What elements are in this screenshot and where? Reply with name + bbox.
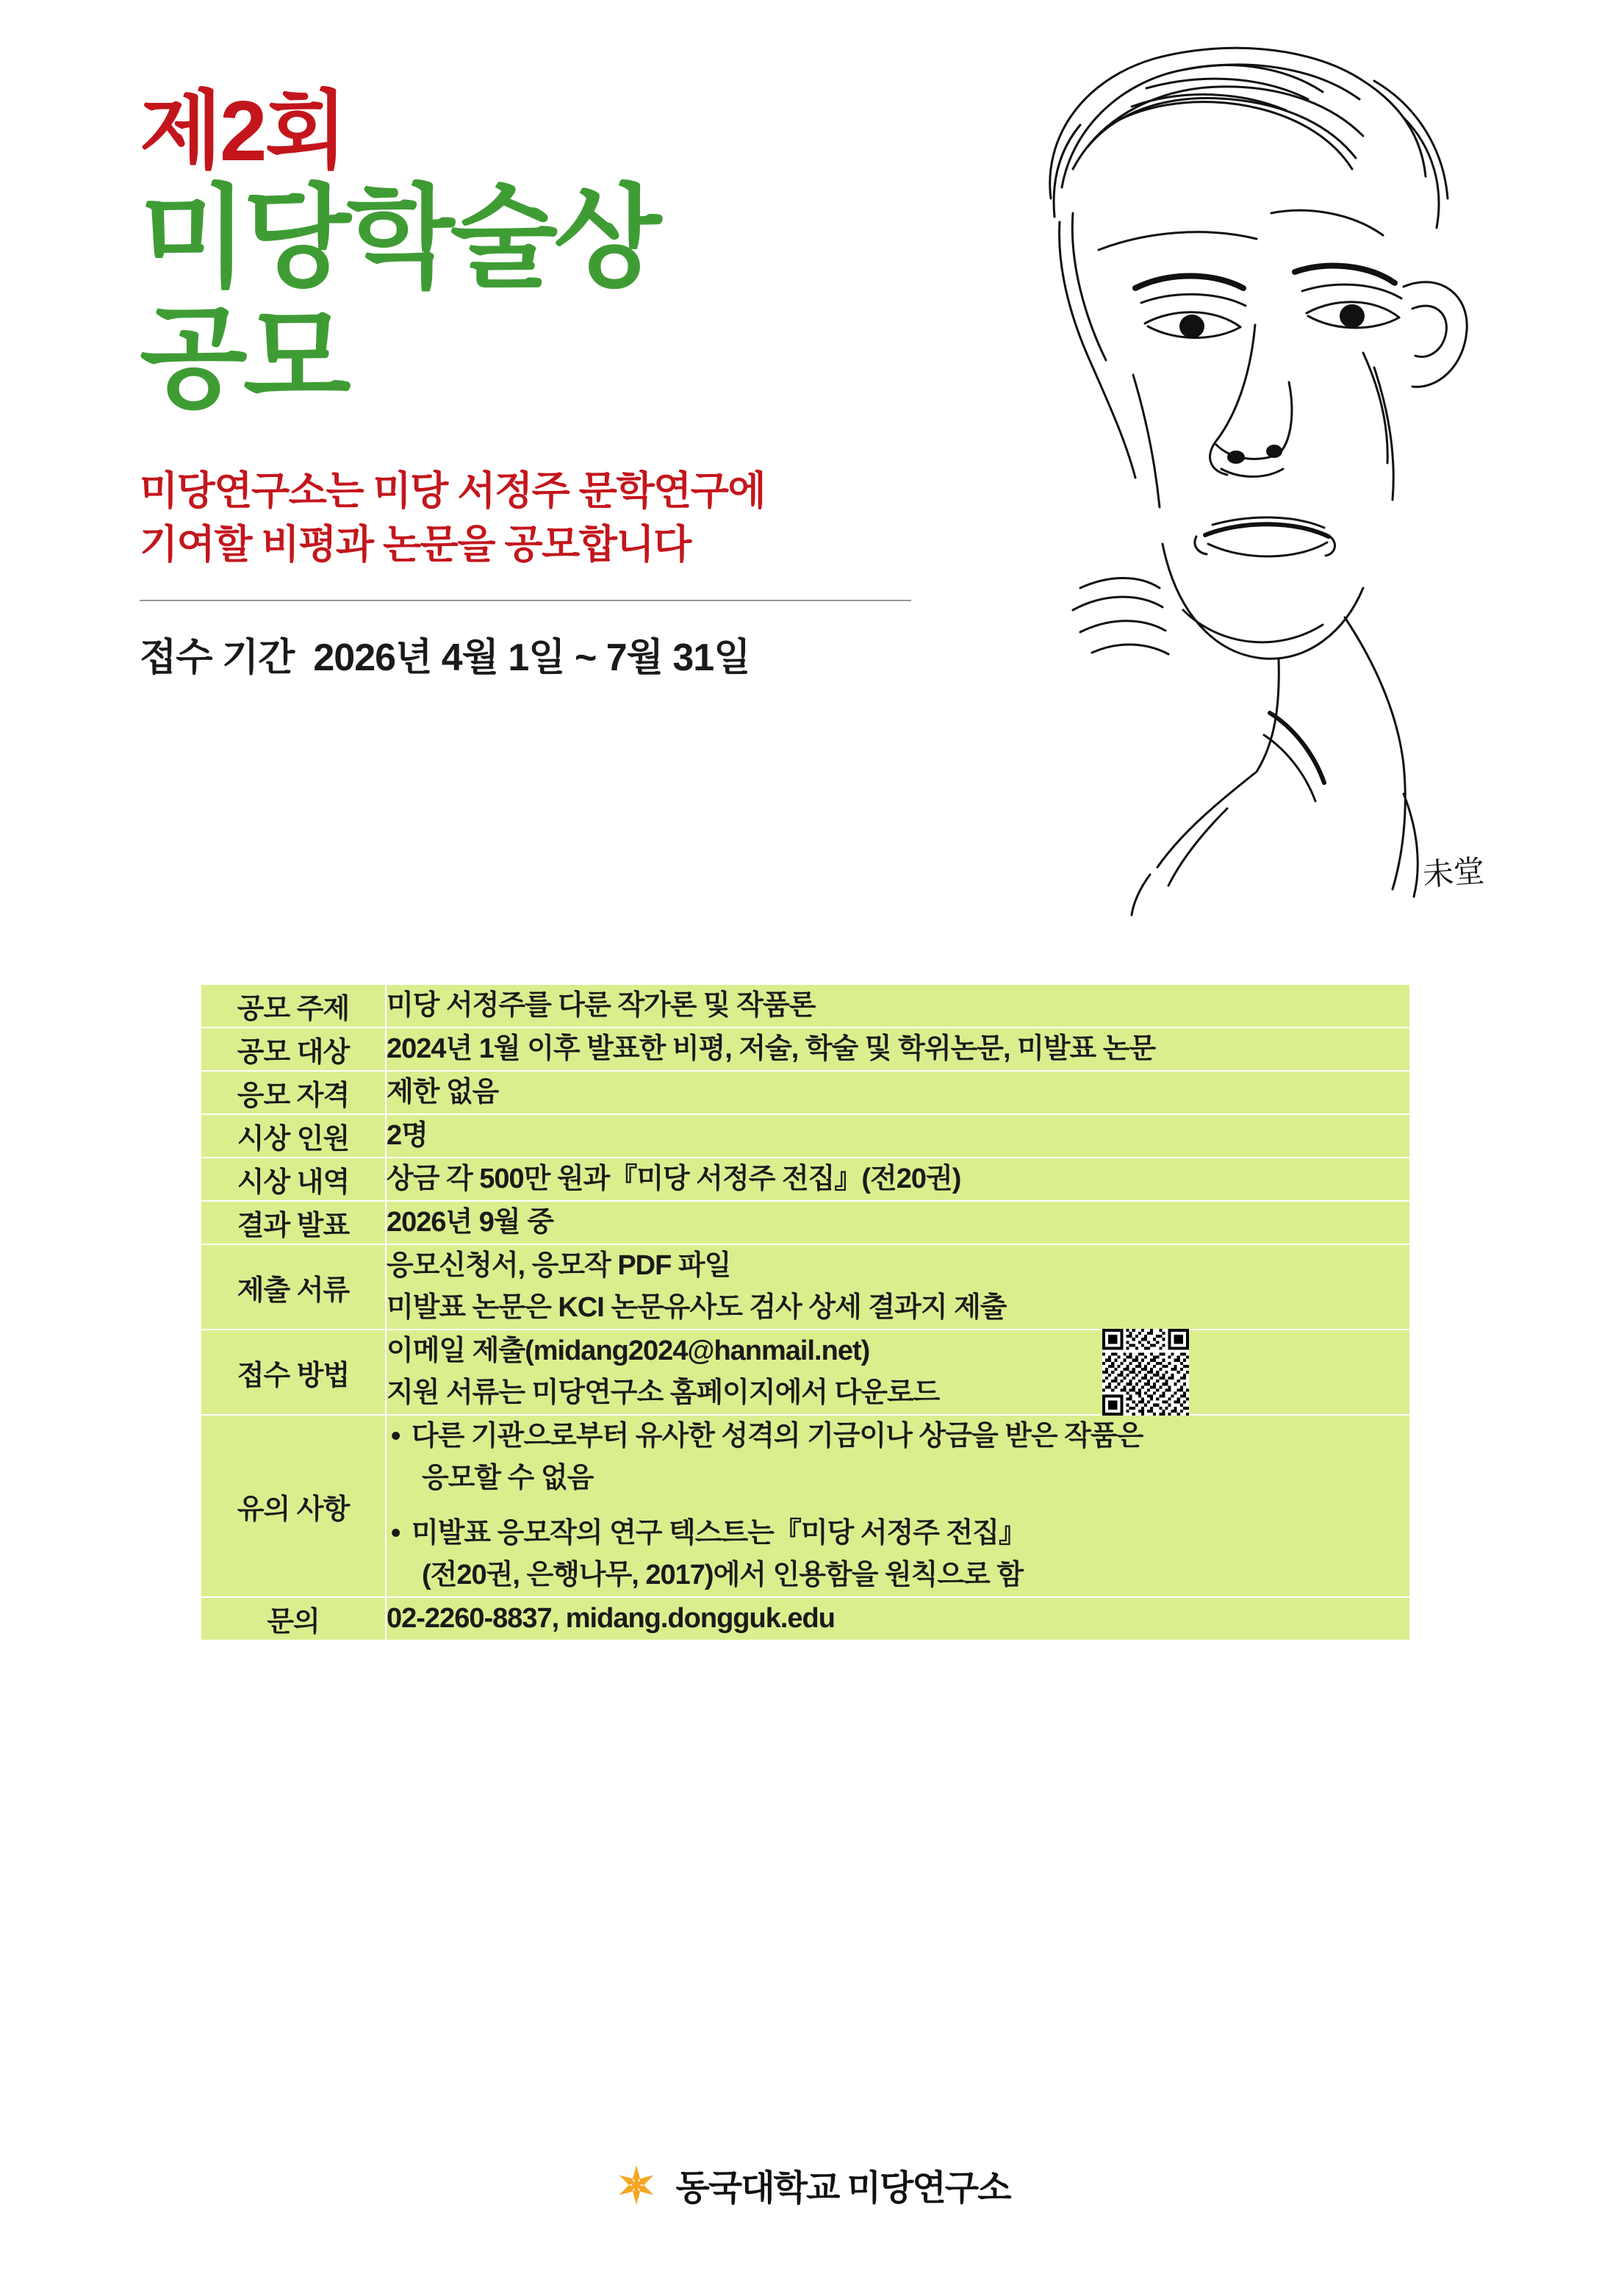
info-table: [200, 983, 1411, 1641]
row-value-line: 제한 없음: [387, 1077, 499, 1108]
qr-code-icon[interactable]: [1102, 1329, 1189, 1416]
dongguk-logo-icon: [614, 2162, 659, 2208]
organization-name: 동국대학교 미당연구소: [675, 2169, 1010, 2208]
row-key: 결과 발표: [201, 1201, 386, 1244]
row-value: [386, 1597, 1410, 1640]
row-value-line: 미당 서정주를 다룬 작가론 및 작품론: [387, 990, 816, 1021]
row-value-line: 2024년 1월 이후 발표한 비평, 저술, 학술 및 학위논문, 미발표 논문: [387, 1033, 1156, 1064]
row-key: 공모 대상: [201, 1027, 386, 1071]
note-text: 미발표 응모작의 연구 텍스트는『미당 서정주 전집』: [412, 1518, 1026, 1549]
page-title-line2: 공모: [140, 296, 347, 422]
list-item: [387, 1416, 1409, 1499]
row-value-line: 미발표 논문은 KCI 논문유사도 검사 상세 결과지 제출: [387, 1292, 1007, 1323]
poster-header: [140, 83, 1058, 681]
row-key: 시상 인원: [201, 1114, 386, 1158]
table-row: [201, 1201, 1410, 1244]
poster-footer: [0, 2159, 1624, 2210]
row-value: [386, 1114, 1410, 1158]
row-value-line: 상금 각 500만 원과『미당 서정주 전집』(전20권): [387, 1163, 961, 1194]
table-row: [201, 1114, 1410, 1158]
page-title: [140, 176, 1058, 422]
info-table-container: [200, 983, 1411, 1641]
row-value-line: 2026년 9월 중: [387, 1207, 553, 1238]
submission-period-value: 2026년 4월 1일 ~ 7월 31일: [313, 636, 750, 680]
row-value: [386, 1071, 1410, 1114]
table-row: [201, 1244, 1410, 1330]
row-value: [386, 1027, 1410, 1071]
row-key: 유의 사항: [201, 1415, 386, 1597]
note-text: 다른 기관으로부터 유사한 성격의 기금이나 상금을 받은 작품은: [412, 1421, 1143, 1452]
row-key: 시상 내역: [201, 1158, 386, 1201]
row-value: [386, 1330, 1410, 1415]
row-value: [386, 1201, 1410, 1244]
artist-signature: 未堂: [1421, 853, 1486, 893]
row-key: 응모 자격: [201, 1071, 386, 1114]
submission-download-line: 지원 서류는 미당연구소 홈페이지에서 다운로드: [387, 1377, 940, 1408]
submission-period-label: 접수 기간: [140, 636, 295, 680]
poster-subtitle: [140, 465, 1058, 572]
row-value: [386, 1158, 1410, 1201]
row-key: 접수 방법: [201, 1330, 386, 1415]
table-row: [201, 1158, 1410, 1201]
table-row: [201, 984, 1410, 1027]
row-value: [386, 1244, 1410, 1330]
table-row: [201, 1071, 1410, 1114]
submission-email-line[interactable]: 이메일 제출(midang2024@hanmail.net): [387, 1335, 870, 1366]
row-value: [386, 1415, 1410, 1597]
note-text-cont: (전20권, 은행나무, 2017)에서 인용함을 원칙으로 함: [422, 1560, 1024, 1590]
row-key: 문의: [201, 1597, 386, 1640]
notes-list: [387, 1416, 1409, 1596]
table-row-submission-method: [201, 1330, 1410, 1415]
page-title-line1: 미당학술상: [140, 176, 658, 301]
list-item: [387, 1513, 1409, 1596]
contact-info[interactable]: 02-2260-8837, midang.dongguk.edu: [387, 1603, 835, 1634]
row-value-line: 응모신청서, 응모작 PDF 파일: [387, 1250, 731, 1281]
note-text-cont: 응모할 수 없음: [422, 1463, 594, 1493]
row-value: [386, 984, 1410, 1027]
row-key: 제출 서류: [201, 1244, 386, 1330]
poster-subtitle-line1: 미당연구소는 미당 서정주 문학연구에: [140, 469, 766, 514]
header-divider: [140, 600, 911, 601]
poster-subtitle-line2: 기여할 비평과 논문을 공모합니다: [140, 523, 691, 567]
table-row-contact: [201, 1597, 1410, 1640]
row-value-line: 2명: [387, 1120, 428, 1151]
table-row-notes: [201, 1415, 1410, 1597]
submission-period: [140, 626, 1058, 681]
table-row: [201, 1027, 1410, 1071]
edition-number: 제2회: [140, 83, 345, 179]
row-key: 공모 주제: [201, 984, 386, 1027]
